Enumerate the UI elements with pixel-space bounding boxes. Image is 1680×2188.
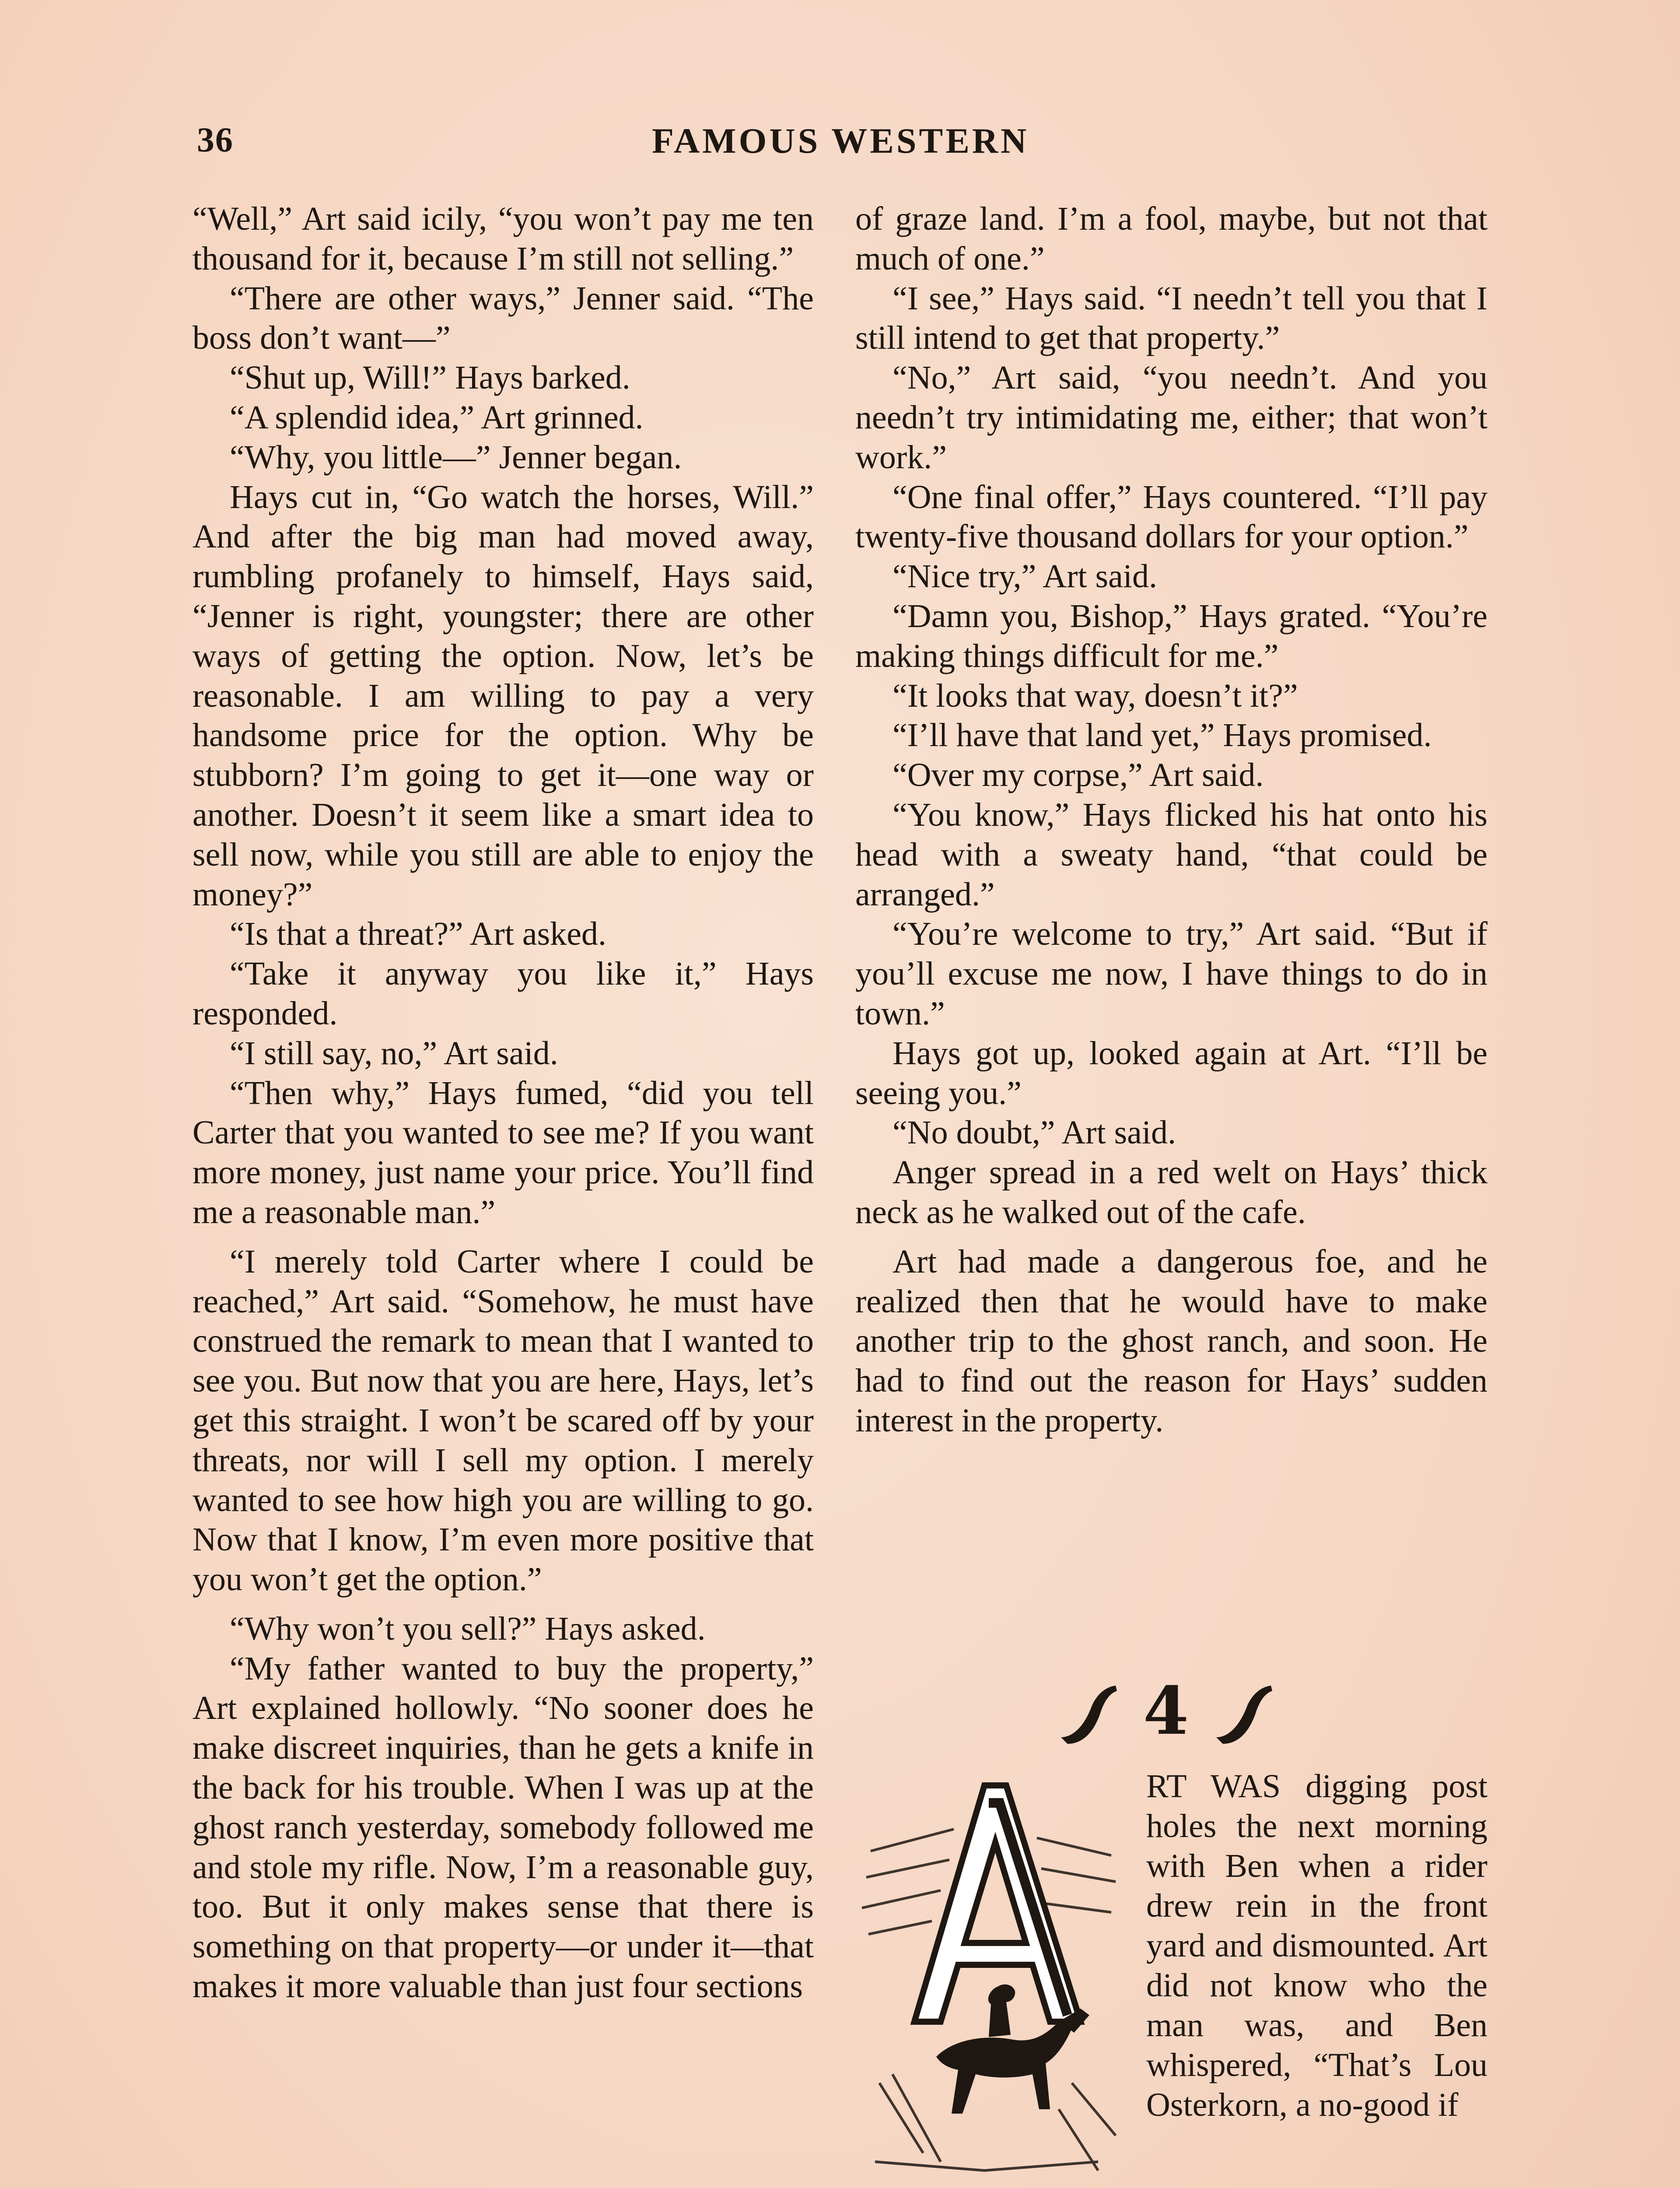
- chapter-break-ornament: [1043, 1672, 1288, 1755]
- paragraph: “No,” Art said, “you needn’t. And you needn’t try intimidating me, either; that won’t work.”: [855, 359, 1488, 476]
- paragraph: Hays got up, looked again at Art. “I’ll be seeing you.”: [855, 1034, 1488, 1112]
- paragraph: “I merely told Carter where I could be reached,” Art said. “Somehow, he must have construed the remark to mean that I wanted to see you. But now that you are here, Hays, let’s get this straight. I won’t be scared off by your threats, nor will I sell my option. I merely wanted to see how high you are willing to go. Now that I know, I’m even more positive that you won’t get the option.”: [192, 1243, 814, 1598]
- paragraph: “One final offer,” Hays countered. “I’ll pay twenty-five thousand dollars for your option.”: [855, 478, 1488, 555]
- paragraph: “Why, you little—” Jenner began.: [230, 438, 682, 476]
- running-title: FAMOUS WESTERN: [652, 121, 1029, 161]
- page-number: 36: [197, 121, 234, 159]
- chapter-number: 4: [1143, 1673, 1189, 1750]
- paragraph: “I’ll have that land yet,” Hays promised.: [892, 717, 1432, 754]
- left-column: [192, 199, 814, 2006]
- paragraph: “Then why,” Hays fumed, “did you tell Carter that you wanted to see me? If you want more money, just name your price. You’ll find me a reasonable man.”: [192, 1074, 814, 1231]
- paragraph: of graze land. I’m a fool, maybe, but not that much of one.”: [855, 200, 1488, 277]
- paragraph: Hays cut in, “Go watch the horses, Will.” And after the big man had moved away, rumbling profanely to himself, Hays said, “Jenner is right, youngster; there are other ways of getting the option. Now, let’s be reasonable. I am willing to pay a very handsome price for the option. Why be stubborn? I’m going to get it—one way or another. Doesn’t it seem like a smart idea to sell now, while you still are able to enjoy the money?”: [192, 478, 814, 913]
- paragraph: “My father wanted to buy the property,” Art explained hollowly. “No sooner does he make discreet inquiries, than he gets a knife in the back for his trouble. When I was up at the ghost ranch yesterday, somebody followed me and stole my rifle. Now, I’m a reasonable guy, too. But it only makes sense that there is something on that property—or under it—that makes it more valuable than just four sections: [192, 1650, 814, 2005]
- paragraph: “It looks that way, doesn’t it?”: [892, 677, 1298, 714]
- paragraph: “Over my corpse,” Art said.: [892, 757, 1264, 794]
- paragraph: Anger spread in a red welt on Hays’ thick neck as he walked out of the cafe.: [855, 1154, 1488, 1231]
- paragraph: “Is that a threat?” Art asked.: [230, 915, 606, 953]
- dropcap-illustration: [853, 1777, 1124, 2188]
- paragraph: “A splendid idea,” Art grinned.: [230, 399, 644, 436]
- right-column: [855, 199, 1488, 1441]
- paragraph: “Well,” Art said icily, “you won’t pay me ten thousand for it, because I’m still not selling.”: [192, 200, 814, 277]
- chapter-opening-text: [1146, 1767, 1488, 2125]
- paragraph: “You know,” Hays flicked his hat onto his head with a sweaty hand, “that could be arranged.”: [855, 796, 1488, 913]
- paragraph: “Damn you, Bishop,” Hays grated. “You’re making things difficult for me.”: [855, 597, 1488, 674]
- paragraph: “No doubt,” Art said.: [892, 1114, 1176, 1151]
- page-header: [197, 116, 1488, 168]
- paragraph: “I still say, no,” Art said.: [230, 1034, 558, 1072]
- paragraph: “I see,” Hays said. “I needn’t tell you that I still intend to get that property.”: [855, 280, 1488, 357]
- paragraph: “Why won’t you sell?” Hays asked.: [230, 1610, 706, 1647]
- paragraph: Art had made a dangerous foe, and he realized then that he would have to make another trip to the ghost ranch, and soon. He had to find out the reason for Hays’ sudden interest in the property.: [855, 1243, 1488, 1439]
- dropcap-letter-a-with-rider-icon: [853, 1777, 1124, 2188]
- paragraph: “You’re welcome to try,” Art said. “But if you’ll excuse me now, I have things to do in town.”: [855, 915, 1488, 1032]
- paragraph: “Nice try,” Art said.: [892, 558, 1157, 595]
- paragraph: “Take it anyway you like it,” Hays responded.: [192, 955, 814, 1032]
- paragraph: RT WAS digging post holes the next morning with Ben when a rider drew rein in the front yard and dismounted. Art did not know who the man was, and Ben whispered, “That’s Lou Osterkorn, a no-good if: [1146, 1768, 1488, 2123]
- paragraph: “Shut up, Will!” Hays barked.: [230, 359, 630, 396]
- paragraph: “There are other ways,” Jenner said. “The boss don’t want—”: [192, 280, 814, 357]
